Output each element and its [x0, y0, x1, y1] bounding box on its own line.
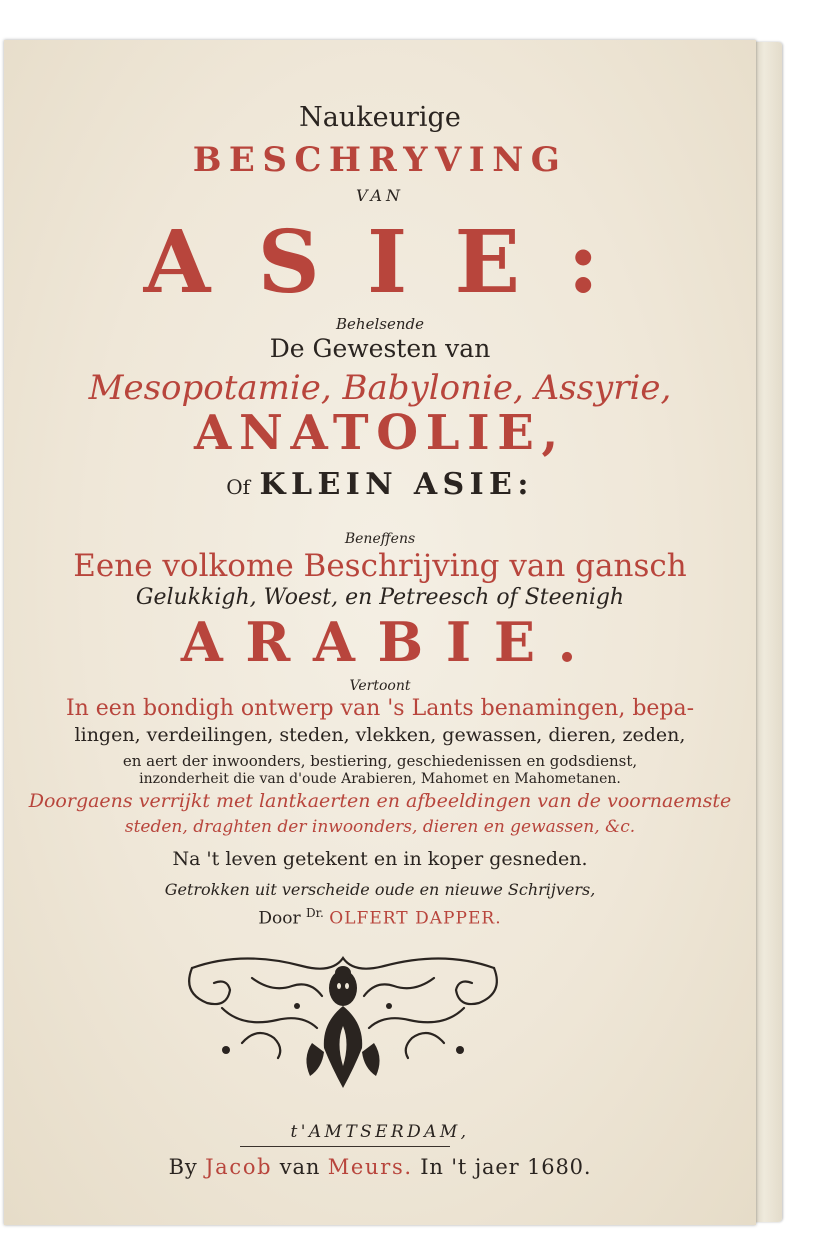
floral-cartouche-icon — [182, 948, 504, 1098]
description-line-2: lingen, verdeilingen, steden, vlekken, gewassen, dieren, zeden, — [74, 724, 686, 746]
title-line-volkome: Eene volkome Beschrijving van gansch — [73, 548, 687, 584]
title-line-naukeurige: Naukeurige — [299, 102, 461, 133]
title-line-mesopotamie: Mesopotamie, Babylonie, Assyrie, — [88, 368, 672, 408]
author-line — [4, 906, 756, 929]
imprint-divider — [240, 1146, 450, 1147]
description-line-3: en aert der inwoonders, bestiering, geschiedenissen en godsdienst, — [122, 752, 638, 770]
imprint-printer-van: van — [279, 1155, 321, 1179]
title-page — [4, 40, 756, 1225]
imprint-year: In 't jaer 1680. — [420, 1155, 592, 1179]
illustrations-line-1: Doorgaens verrijkt met lantkaerten en afbeeldingen van de voornaemste — [28, 790, 732, 812]
title-line-gewesten: De Gewesten van — [269, 334, 491, 363]
title-line-arabie: ARABIE. — [180, 610, 600, 674]
imprint-line — [4, 1155, 756, 1179]
title-line-vertoont: Vertoont — [349, 678, 411, 694]
sources-line: Getrokken uit verscheide oude en nieuwe Schrijvers, — [164, 880, 596, 899]
description-line-4: inzonderheit die van d'oude Arabieren, Mahomet en Mahometanen. — [139, 771, 621, 787]
title-line-van: VAN — [355, 186, 405, 205]
title-line-of: Of — [226, 475, 250, 499]
book-page-edge — [752, 42, 782, 1222]
title-line-gelukkigh: Gelukkigh, Woest, en Petreesch of Steenigh — [135, 585, 625, 610]
engraving-line: Na 't leven getekent en in koper gesneden. — [172, 848, 588, 870]
title-line-asie: ASIE: — [143, 212, 647, 313]
author-title: Dr. — [306, 906, 324, 920]
title-line-beschryving: BESCHRYVING — [192, 140, 568, 180]
title-line-behelsende: Behelsende — [336, 315, 424, 333]
illustrations-line-2: steden, draghten der inwoonders, dieren en gewassen, &c. — [124, 817, 636, 837]
title-line-klein-asie-text: KLEIN ASIE: — [259, 467, 534, 502]
author-door: Door — [258, 908, 301, 929]
title-line-klein-asie — [4, 467, 756, 502]
imprint-printer-last: Meurs. — [327, 1155, 413, 1179]
imprint-printer-first: Jacob — [205, 1155, 273, 1179]
author-name: OLFERT DAPPER. — [329, 908, 502, 929]
imprint-by: By — [168, 1155, 198, 1179]
description-line-1: In een bondigh ontwerp van 's Lants benamingen, bepa- — [65, 696, 695, 721]
imprint-place: t'AMTSERDAM, — [290, 1122, 470, 1142]
title-line-beneffens: Beneffens — [344, 531, 416, 547]
title-line-anatolie: ANATOLIE, — [194, 405, 566, 461]
